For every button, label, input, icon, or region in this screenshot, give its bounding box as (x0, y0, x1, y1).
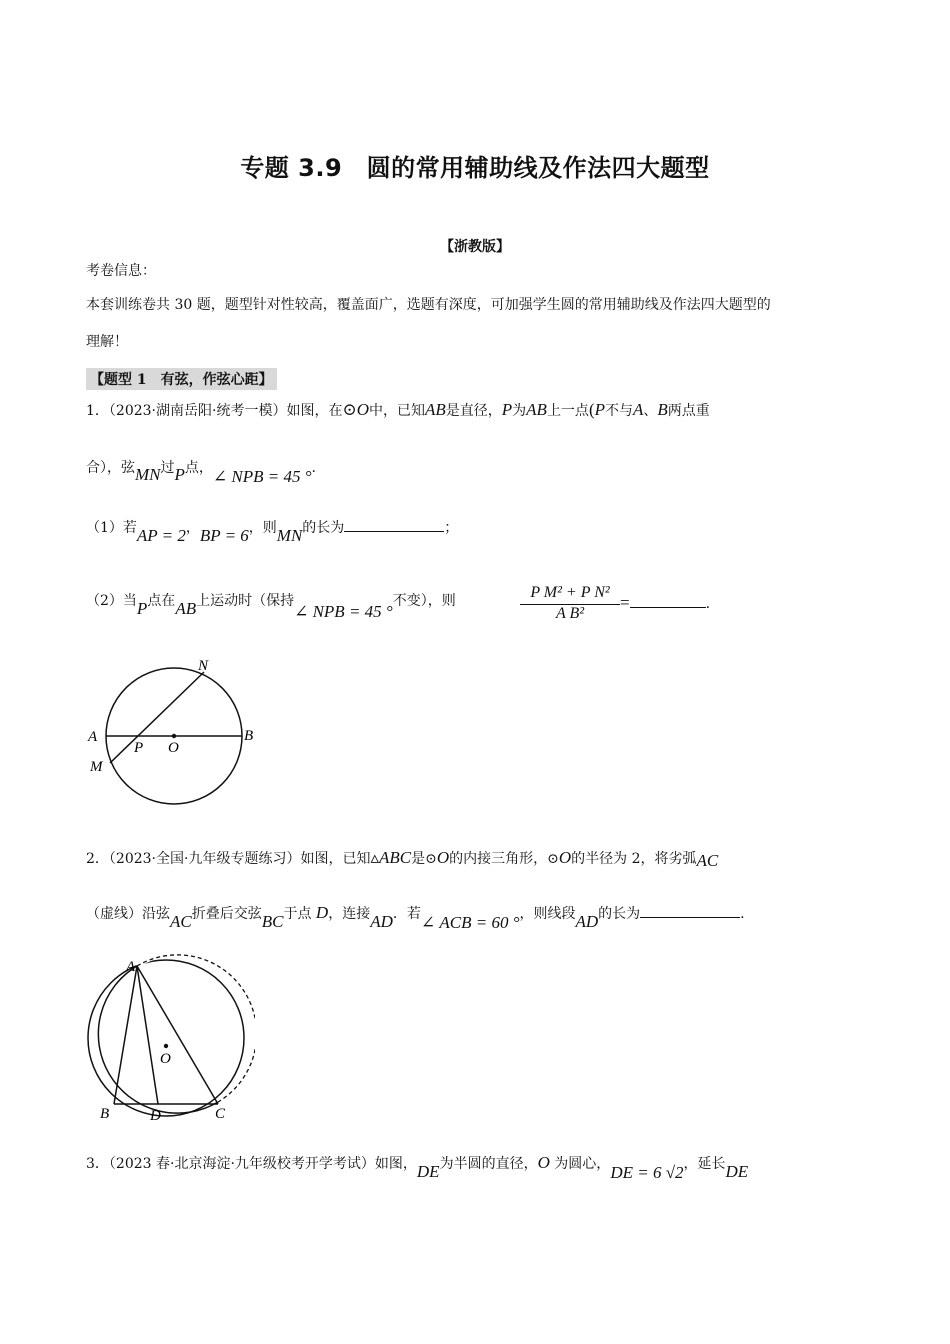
circle-o-symbol: ⊙O (342, 400, 369, 419)
question-1-sub-2-answer: = . (620, 593, 711, 612)
intro-label: 考卷信息： (86, 263, 156, 279)
question-3-line-1: 3．（2023 春·北京海淀·九年级校考开学考试）如图，DE为半圆的直径，O 为圆心，DE = 6 √2，延长DE (86, 1153, 749, 1182)
center-point (164, 1044, 168, 1048)
intro-line-2: 理解！ (86, 334, 128, 350)
side-ac (137, 966, 218, 1104)
section-heading-1: 【题型 1 有弦，作弦心距】 (86, 368, 277, 390)
center-point (172, 734, 176, 738)
answer-blank[interactable] (344, 531, 444, 532)
label-a: A (126, 959, 136, 975)
question-2-line-1: 2．（2023·全国·九年级专题练习）如图，已知▵ABC是⊙O的内接三角形，⊙O的半径为 2，将劣弧AC (86, 848, 719, 870)
label-n: N (198, 658, 209, 674)
label-m: M (90, 759, 103, 775)
question-1-sub-1: （1）若AP = 2，BP = 6，则MN的长为 ； (86, 520, 459, 545)
page-title: 专题 3.9 圆的常用辅助线及作法四大题型 (240, 154, 710, 182)
label-c: C (215, 1106, 226, 1122)
answer-blank[interactable] (630, 607, 706, 608)
intro-line-1: 本套训练卷共 30 题，题型针对性较高，覆盖面广，选题有深度，可加强学生圆的常用辅助线及作法四大题型的 (86, 297, 771, 313)
label-o: O (160, 1051, 171, 1067)
answer-blank[interactable] (640, 917, 740, 918)
label-p: P (134, 740, 144, 756)
question-1-sub-2: （2）当P点在AB上运动时（保持∠ NPB = 45 °不变），则 (86, 593, 456, 621)
question-1-line-2: 合），弦MN过P点，∠ NPB = 45 °. (86, 460, 316, 486)
question-1-line-1: 1．（2023·湖南岳阳·统考一模）如图，在⊙O中，已知AB是直径，P为AB上一点(P不与A、B两点重 (86, 400, 710, 419)
label-b: B (244, 728, 254, 744)
figure-2-fold-diagram (80, 952, 255, 1124)
label-a: A (88, 729, 98, 745)
label-d: D (150, 1108, 161, 1124)
question-2-line-2: （虚线）沿弦AC折叠后交弦BC于点 D，连接AD．若∠ ACB = 60 °，则线段AD的长为 . (86, 903, 745, 932)
fraction-denominator: A B² (555, 605, 585, 622)
segment-ad (137, 966, 158, 1104)
figure-1-circle-diagram (80, 650, 260, 815)
circumcircle (88, 960, 244, 1116)
fraction-numerator: P M² + P N² (520, 584, 620, 605)
fraction (520, 584, 620, 623)
edition-label: 【浙教版】 (440, 239, 510, 255)
label-o: O (168, 740, 179, 756)
chord-mn (110, 672, 204, 763)
label-b: B (100, 1106, 110, 1122)
side-ab (114, 966, 137, 1104)
